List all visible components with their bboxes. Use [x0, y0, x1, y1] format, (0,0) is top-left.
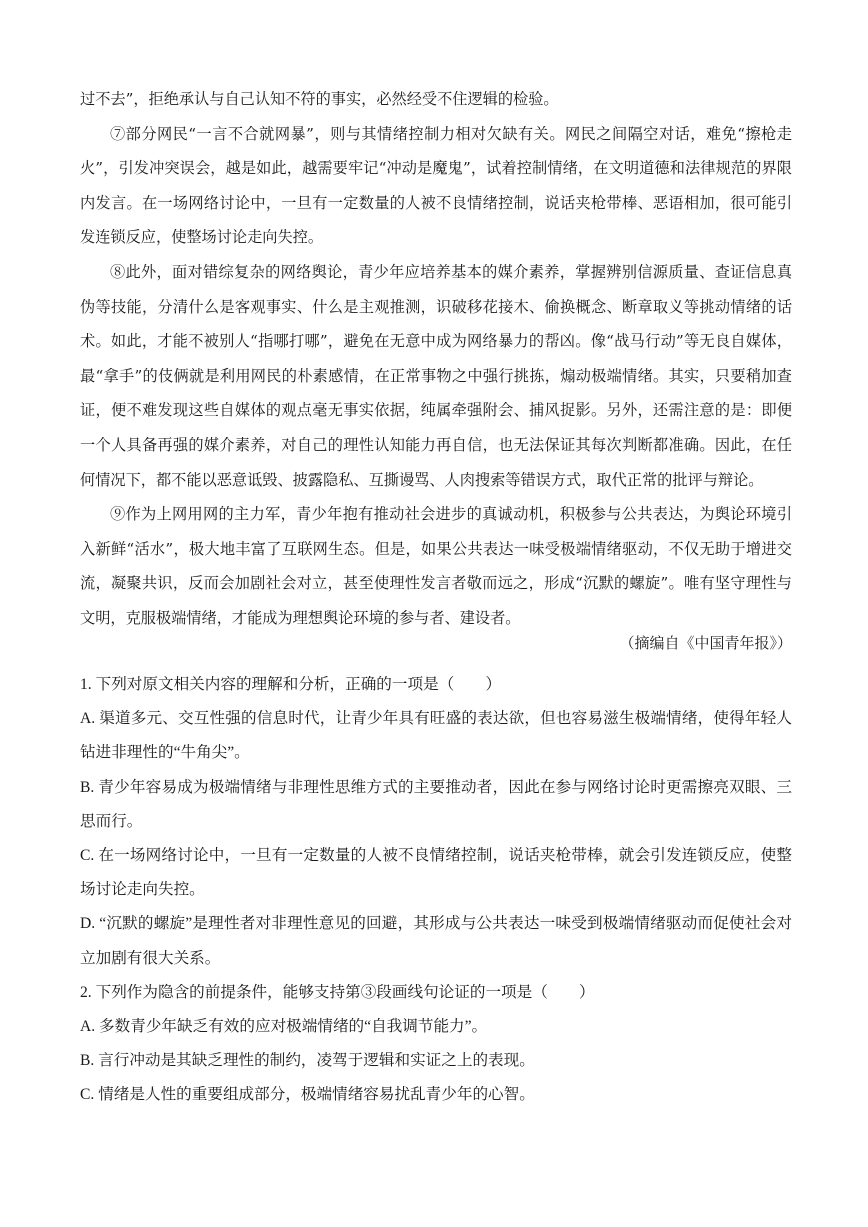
question-2-stem: 2. 下列作为隐含的前提条件，能够支持第③段画线句论证的一项是（ ）: [80, 983, 595, 1001]
question-2-option-c: C. 情绪是人性的重要组成部分，极端情绪容易扰乱青少年的心智。: [80, 1086, 535, 1104]
question-2-option-b: B. 言行冲动是其缺乏理性的制约，凌驾于逻辑和实证之上的表现。: [80, 1052, 535, 1070]
passage-paragraph-7: ⑦部分网民“一言不合就网暴”，则与其情绪控制力相对欠缺有关。网民之间隔空对话，难免“擦枪走火”，引发冲突误会，越是如此，越需要牢记“冲动是魔鬼”，试着控制情绪，在文明道德和法律规范的界限内发言。在一场网络讨论中，一旦有一定数量的人被不良情绪控制，说话夹枪带棒、恶语相加，很可能引发连锁反应，使整场讨论走向失控。: [80, 124, 792, 247]
reading-passage: [80, 82, 792, 636]
question-1-option-d: D. “沉默的螺旋”是理性者对非理性意见的回避，其形成与公共表达一味受到极端情绪驱动而促使社会对立加剧有很大关系。: [80, 915, 792, 967]
question-1-option-a: A. 渠道多元、交互性强的信息时代，让青少年具有旺盛的表达欲，但也容易滋生极端情绪，使得年轻人钻进非理性的“牛角尖”。: [80, 710, 792, 762]
question-list: [80, 668, 792, 1113]
question-2-option-a: A. 多数青少年缺乏有效的应对极端情绪的“自我调节能力”。: [80, 1018, 488, 1036]
question-1-stem: 1. 下列对原文相关内容的理解和分析，正确的一项是（ ）: [80, 676, 502, 693]
question-1-option-c: C. 在一场网络讨论中，一旦有一定数量的人被不良情绪控制，说话夹枪带棒，就会引发连锁反应，使整场讨论走向失控。: [80, 847, 792, 899]
passage-paragraph-continued: 过不去”，拒绝承认与自己认知不符的事实，必然经受不住逻辑的检验。: [80, 90, 559, 108]
question-1-option-b: B. 青少年容易成为极端情绪与非理性思维方式的主要推动者，因此在参与网络讨论时更需擦亮双眼、三思而行。: [80, 778, 792, 830]
passage-paragraph-9: ⑨作为上网用网的主力军，青少年抱有推动社会进步的真诚动机，积极参与公共表达，为舆论环境引入新鲜“活水”，极大地丰富了互联网生态。但是，如果公共表达一味受极端情绪驱动，不仅无助于增进交流，凝聚共识，反而会加剧社会对立，甚至使理性发言者敬而远之，形成“沉默的螺旋”。唯有坚守理性与文明，克服极端情绪，才能成为理想舆论环境的参与者、建设者。: [80, 505, 792, 627]
passage-paragraph-8: ⑧此外，面对错综复杂的网络舆论，青少年应培养基本的媒介素养，掌握辨别信源质量、查证信息真伪等技能，分清什么是客观事实、什么是主观推测，识破移花接木、偷换概念、断章取义等挑动情绪的话术。如此，才能不被别人“指哪打哪”，避免在无意中成为网络暴力的帮凶。像“战马行动”等无良自媒体，最“拿手”的伎俩就是利用网民的朴素感情，在正常事物之中强行挑拣，煽动极端情绪。其实，只要稍加查证，便不难发现这些自媒体的观点毫无事实依据，纯属牵强附会、捕风捉影。另外，还需注意的是：即便一个人具备再强的媒介素养，对自己的理性认知能力再自信，也无法保证其每次判断都准确。因此，在任何情况下，都不能以恶意诋毁、披露隐私、互撕谩骂、人肉搜索等错误方式，取代正常的批评与辩论。: [80, 262, 792, 489]
passage-source: （摘编自《中国青年报》）: [619, 634, 792, 652]
